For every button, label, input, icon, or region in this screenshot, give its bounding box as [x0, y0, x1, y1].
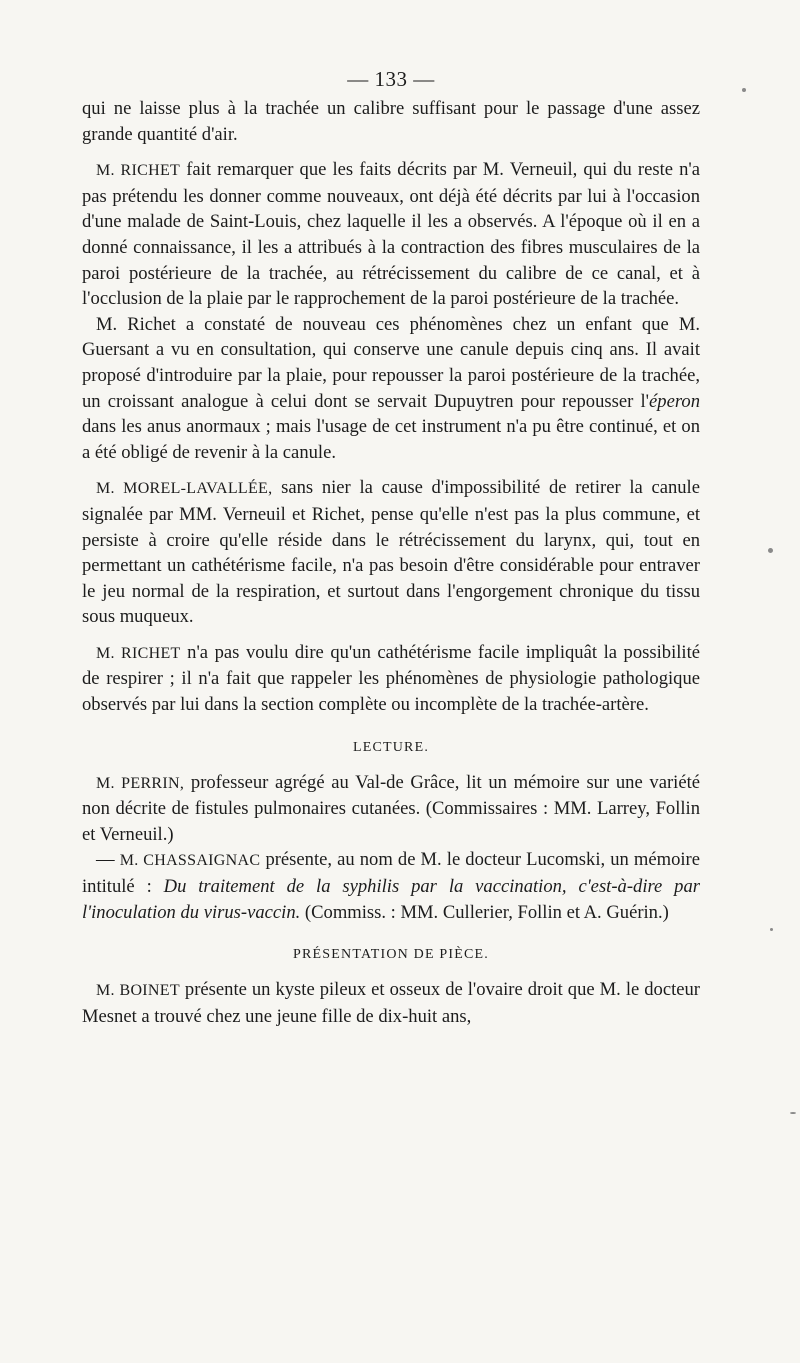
paragraph-richet-3	[82, 640, 700, 718]
print-speck	[742, 88, 746, 92]
section-heading-lecture: LECTURE.	[352, 739, 430, 755]
paragraph-richet-1	[82, 157, 700, 312]
page-number: — 133 —	[347, 67, 435, 91]
speaker-name: M. RICHET	[96, 644, 181, 662]
print-speck	[770, 928, 773, 931]
paragraph-text-after: dans les anus anormaux ; mais l'usage de cet instrument n'a pu être continué, et on a été obligé de revenir à la canule.	[82, 416, 700, 463]
paragraph-text: présente un kyste pileux et osseux de l'ovaire droit que M. le docteur Mesnet a trouvé chez une jeune fille de dix-huit ans,	[82, 979, 700, 1027]
section-heading-presentation: PRÉSENTATION DE PIÈCE.	[293, 947, 489, 963]
paragraph-text: fait remarquer que les faits décrits par M. Verneuil, qui du reste n'a pas prétendu les donner comme nouveaux, ont déjà été décrits par lui à l'occasion d'une malade de Saint-Louis, chez laquelle il les a observés. A l'époque où il en a donné connaissance, il les a attribués à la contraction des fibres musculaires de la paroi postérieure de la trachée, au rétrécissement du calibre de ce canal, et à l'occlusion de la plaie par le rapprochement de la paroi postérieure de la trachée.	[82, 159, 701, 310]
paragraph-text: sans nier la cause d'impossibilité de retirer la canule signalée par MM. Verneuil et Richet, pense qu'elle n'est pas la plus commune, et persiste à croire qu'elle réside dans le rétrécissement du larynx, qui, tout en permettant un cathétérisme facile, n'a pas besoin d'être considérable pour entraver le jeu normal de la respiration, et surtout dans l'engorgement chronique du tissu sous muqueux.	[82, 477, 700, 628]
dash-prefix: —	[96, 849, 120, 871]
speaker-name: M. CHASSAIGNAC	[119, 852, 261, 870]
paragraph-text: qui ne laisse plus à la trachée un calibre suffisant pour le passage d'une assez grande quantité d'air.	[82, 98, 700, 145]
paragraph-perrin	[82, 770, 700, 848]
speaker-name: M. BOINET	[96, 982, 180, 1000]
paragraph-chassaignac	[82, 847, 700, 925]
paragraph-boinet	[82, 977, 700, 1029]
speaker-name: M. PERRIN,	[96, 774, 185, 792]
paragraph-continuation	[82, 96, 700, 147]
italic-term: éperon	[649, 390, 700, 412]
paragraph-text: n'a pas voulu dire qu'un cathétérisme facile impliquât la possibilité de respirer ; il n'a fait que rappeler les phénomènes de physiologie pathologique observés par lui dans la section complète ou incomplète de la trachée-artère.	[82, 641, 700, 716]
speaker-name: M. RICHET	[96, 162, 181, 180]
paragraph-richet-2	[82, 312, 700, 466]
paragraph-morel-lavallee	[82, 475, 700, 630]
italic-title: Du traitement de la syphilis par la vaccination, c'est-à-dire par l'inoculation du virus-vaccin.	[82, 876, 701, 923]
speaker-name: M. MOREL-LAVALLÉE,	[96, 480, 273, 498]
paragraph-text-before: M. Richet a constaté de nouveau ces phénomènes chez un enfant que M. Guersant a vu en consultation, qui conserve une canule depuis cinq ans. Il avait proposé d'introduire par la plaie, pour repousser la paroi postérieure de la trachée, un croissant analogue à celui dont se servait Dupuytren pour repousser l'	[82, 313, 700, 412]
print-speck	[790, 1112, 796, 1114]
document-page	[82, 66, 700, 1346]
paragraph-text-after: (Commiss. : MM. Cullerier, Follin et A. Guérin.)	[300, 901, 669, 923]
paragraph-text-before: présente, au nom de M. le docteur Lucomski, un mémoire intitulé :	[82, 849, 700, 898]
paragraph-text: professeur agrégé au Val-de Grâce, lit un mémoire sur une variété non décrite de fistules pulmonaires cutanées. (Commissaires : MM. Larrey, Follin et Verneuil.)	[82, 771, 701, 845]
print-speck	[768, 548, 773, 553]
